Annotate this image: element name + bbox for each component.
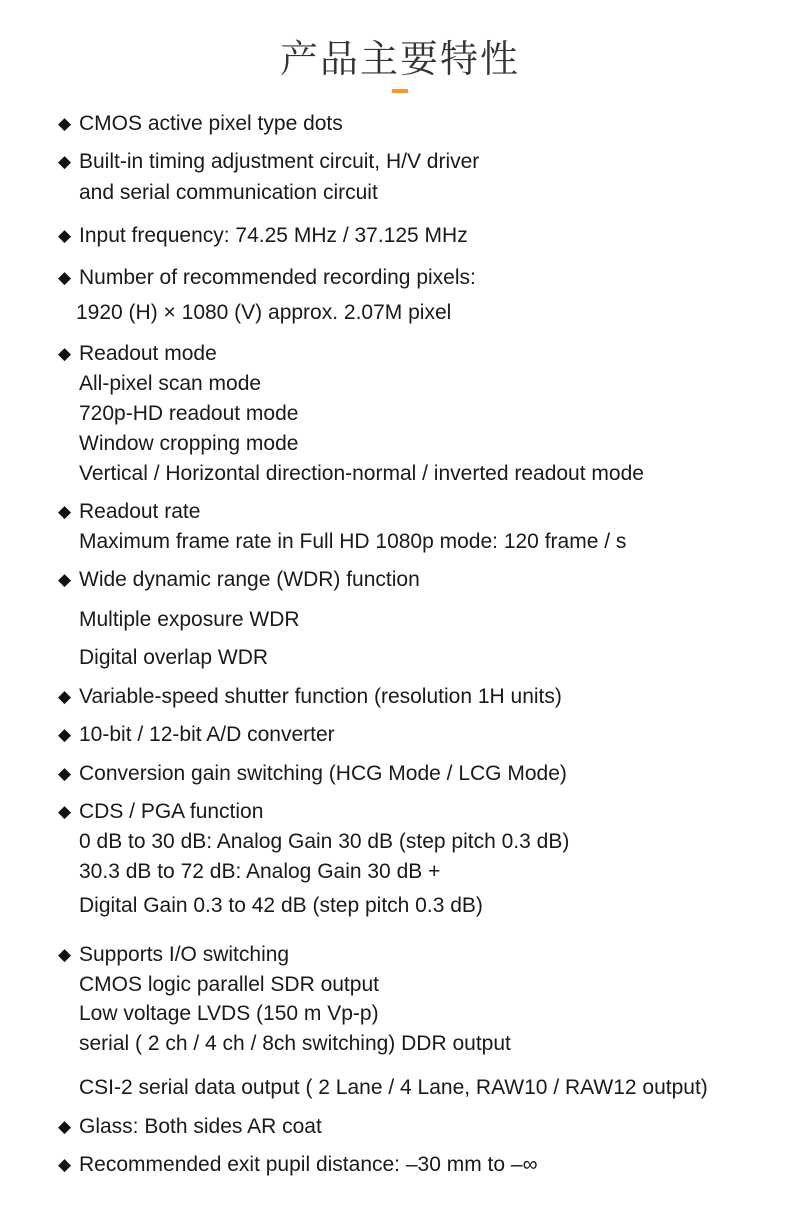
feature-detail-line: Maximum frame rate in Full HD 1080p mode: 120 frame / s xyxy=(79,530,627,553)
bullet-diamond-icon: ◆ xyxy=(57,802,72,821)
feature-heading: Wide dynamic range (WDR) function xyxy=(79,568,420,591)
feature-heading: Supports I/O switching xyxy=(79,943,290,966)
bullet-diamond-icon: ◆ xyxy=(57,502,72,521)
feature-detail-line: Vertical / Horizontal direction-normal / inverted readout mode xyxy=(79,462,644,485)
bullet-diamond-icon: ◆ xyxy=(57,945,72,964)
feature-heading: Glass: Both sides AR coat xyxy=(79,1115,322,1138)
feature-heading: Input frequency: 74.25 MHz / 37.125 MHz xyxy=(79,224,468,247)
bullet-diamond-icon: ◆ xyxy=(57,725,72,744)
feature-detail-line: and serial communication circuit xyxy=(79,181,378,204)
feature-detail-line: Window cropping mode xyxy=(79,432,299,455)
bullet-diamond-icon: ◆ xyxy=(57,1117,72,1136)
feature-heading: Built-in timing adjustment circuit, H/V driver xyxy=(79,150,480,173)
page-title: 产品主要特性 xyxy=(279,37,520,81)
feature-heading: 10-bit / 12-bit A/D converter xyxy=(79,723,335,746)
feature-detail-line: 1920 (H) × 1080 (V) approx. 2.07M pixel xyxy=(76,301,452,324)
bullet-diamond-icon: ◆ xyxy=(57,152,72,171)
feature-detail-line: serial ( 2 ch / 4 ch / 8ch switching) DDR output xyxy=(79,1032,511,1055)
feature-heading: Number of recommended recording pixels: xyxy=(79,266,476,289)
feature-heading: Recommended exit pupil distance: –30 mm to –∞ xyxy=(79,1153,538,1176)
bullet-diamond-icon: ◆ xyxy=(57,687,72,706)
feature-heading: CMOS active pixel type dots xyxy=(79,112,343,135)
feature-detail-line: Digital Gain 0.3 to 42 dB (step pitch 0.3 dB) xyxy=(79,894,483,917)
feature-heading: Readout rate xyxy=(79,500,201,523)
feature-detail-line: 0 dB to 30 dB: Analog Gain 30 dB (step pitch 0.3 dB) xyxy=(79,830,570,853)
feature-detail-line: CMOS logic parallel SDR output xyxy=(79,973,379,996)
bullet-diamond-icon: ◆ xyxy=(57,226,72,245)
feature-heading: Readout mode xyxy=(79,342,217,365)
feature-detail-line: Low voltage LVDS (150 m Vp-p) xyxy=(79,1002,379,1025)
feature-detail-line: Multiple exposure WDR xyxy=(79,608,300,631)
feature-heading: CDS / PGA function xyxy=(79,800,264,823)
bullet-diamond-icon: ◆ xyxy=(57,764,72,783)
bullet-diamond-icon: ◆ xyxy=(57,268,72,287)
bullet-diamond-icon: ◆ xyxy=(57,114,72,133)
feature-detail-line: CSI-2 serial data output ( 2 Lane / 4 Lane, RAW10 / RAW12 output) xyxy=(79,1076,708,1099)
feature-detail-line: 30.3 dB to 72 dB: Analog Gain 30 dB + xyxy=(79,860,441,883)
bullet-diamond-icon: ◆ xyxy=(57,344,72,363)
title-accent-bar xyxy=(392,89,408,93)
feature-detail-line: All-pixel scan mode xyxy=(79,372,262,395)
feature-heading: Variable-speed shutter function (resolution 1H units) xyxy=(79,685,562,708)
feature-detail-line: 720p-HD readout mode xyxy=(79,402,299,425)
bullet-diamond-icon: ◆ xyxy=(57,1155,72,1174)
feature-detail-line: Digital overlap WDR xyxy=(79,646,269,669)
bullet-diamond-icon: ◆ xyxy=(57,570,72,589)
feature-heading: Conversion gain switching (HCG Mode / LCG Mode) xyxy=(79,762,567,785)
